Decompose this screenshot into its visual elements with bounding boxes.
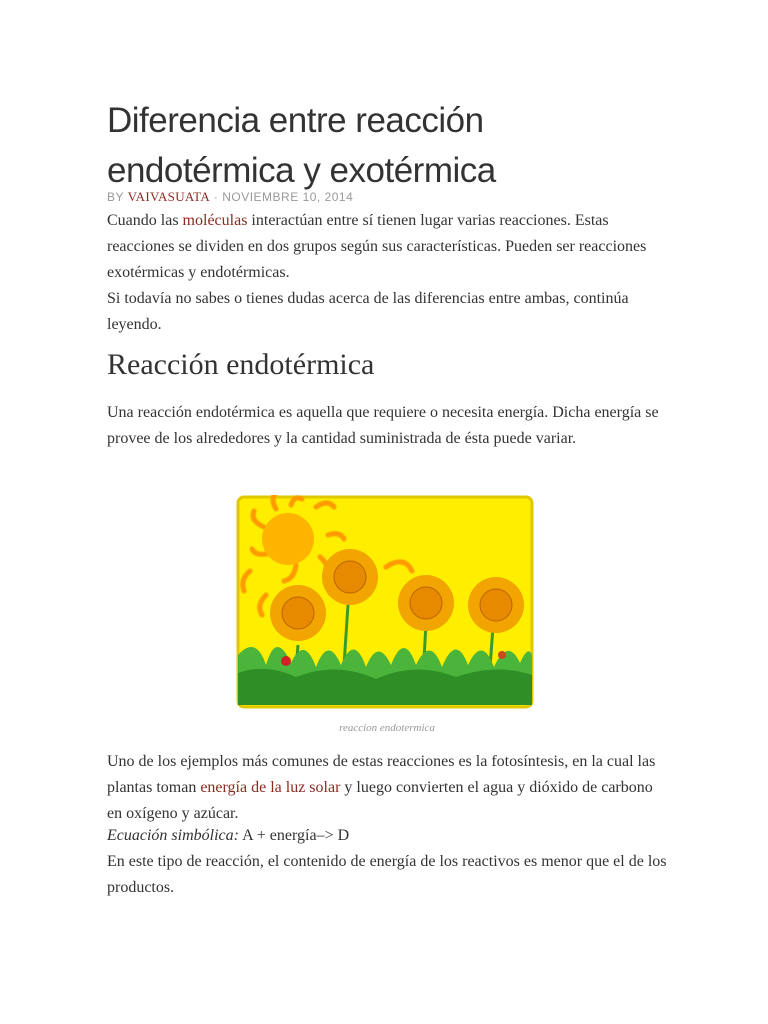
author-link[interactable]: VAIVASUATA [127, 189, 211, 204]
section-paragraph-2 [107, 749, 667, 827]
intro-paragraph-1 [107, 208, 667, 286]
moleculas-link[interactable]: moléculas [182, 212, 248, 229]
equation-line [107, 823, 667, 849]
article-meta [107, 189, 353, 205]
sunflower-4 [468, 577, 524, 633]
intro-text-cont: interactúan entre sí tienen lugar varias reacciones. Estas reacciones se dividen en dos grupos según sus características. Pueden ser reacciones exotérmicas y endotérmicas. [107, 212, 647, 281]
photosynthesis-text: Uno de los ejemplos más comunes de estas reacciones es la fotosíntesis, en la cual las plantas toman [107, 753, 656, 796]
sunflowers-illustration [236, 495, 534, 709]
meta-separator: · [213, 190, 219, 204]
sunflower-2 [322, 549, 378, 605]
section-heading: Reacción endotérmica [107, 348, 375, 381]
solar-energy-link[interactable]: energía de la luz solar [200, 779, 341, 796]
intro-paragraph-2: Si todavía no sabes o tienes dudas acerca de las diferencias entre ambas, continúa leyendo. [107, 290, 629, 333]
section-paragraph-1: Una reacción endotérmica es aquella que requiere o necesita energía. Dicha energía se provee de los alrededores y la cantidad suministrada de ésta puede variar. [107, 404, 659, 447]
article-title: Diferencia entre reacción endotérmica y exotérmica [107, 101, 496, 190]
publish-date: NOVIEMBRE 10, 2014 [222, 190, 354, 204]
byline-label: BY [107, 190, 124, 204]
equation-value: A + energía–> D [238, 827, 350, 844]
equation-label: Ecuación simbólica: [107, 827, 239, 844]
sunflower-3 [398, 575, 454, 631]
image-caption: reaccion endotermica [339, 722, 435, 734]
section-paragraph-3: En este tipo de reacción, el contenido de energía de los reactivos es menor que el de los productos. [107, 853, 667, 896]
photosynthesis-text-cont: y luego convierten el agua y dióxido de carbono en oxígeno y azúcar. [107, 779, 653, 822]
sunflower-1 [270, 585, 326, 641]
intro-text: Cuando las [107, 212, 183, 229]
